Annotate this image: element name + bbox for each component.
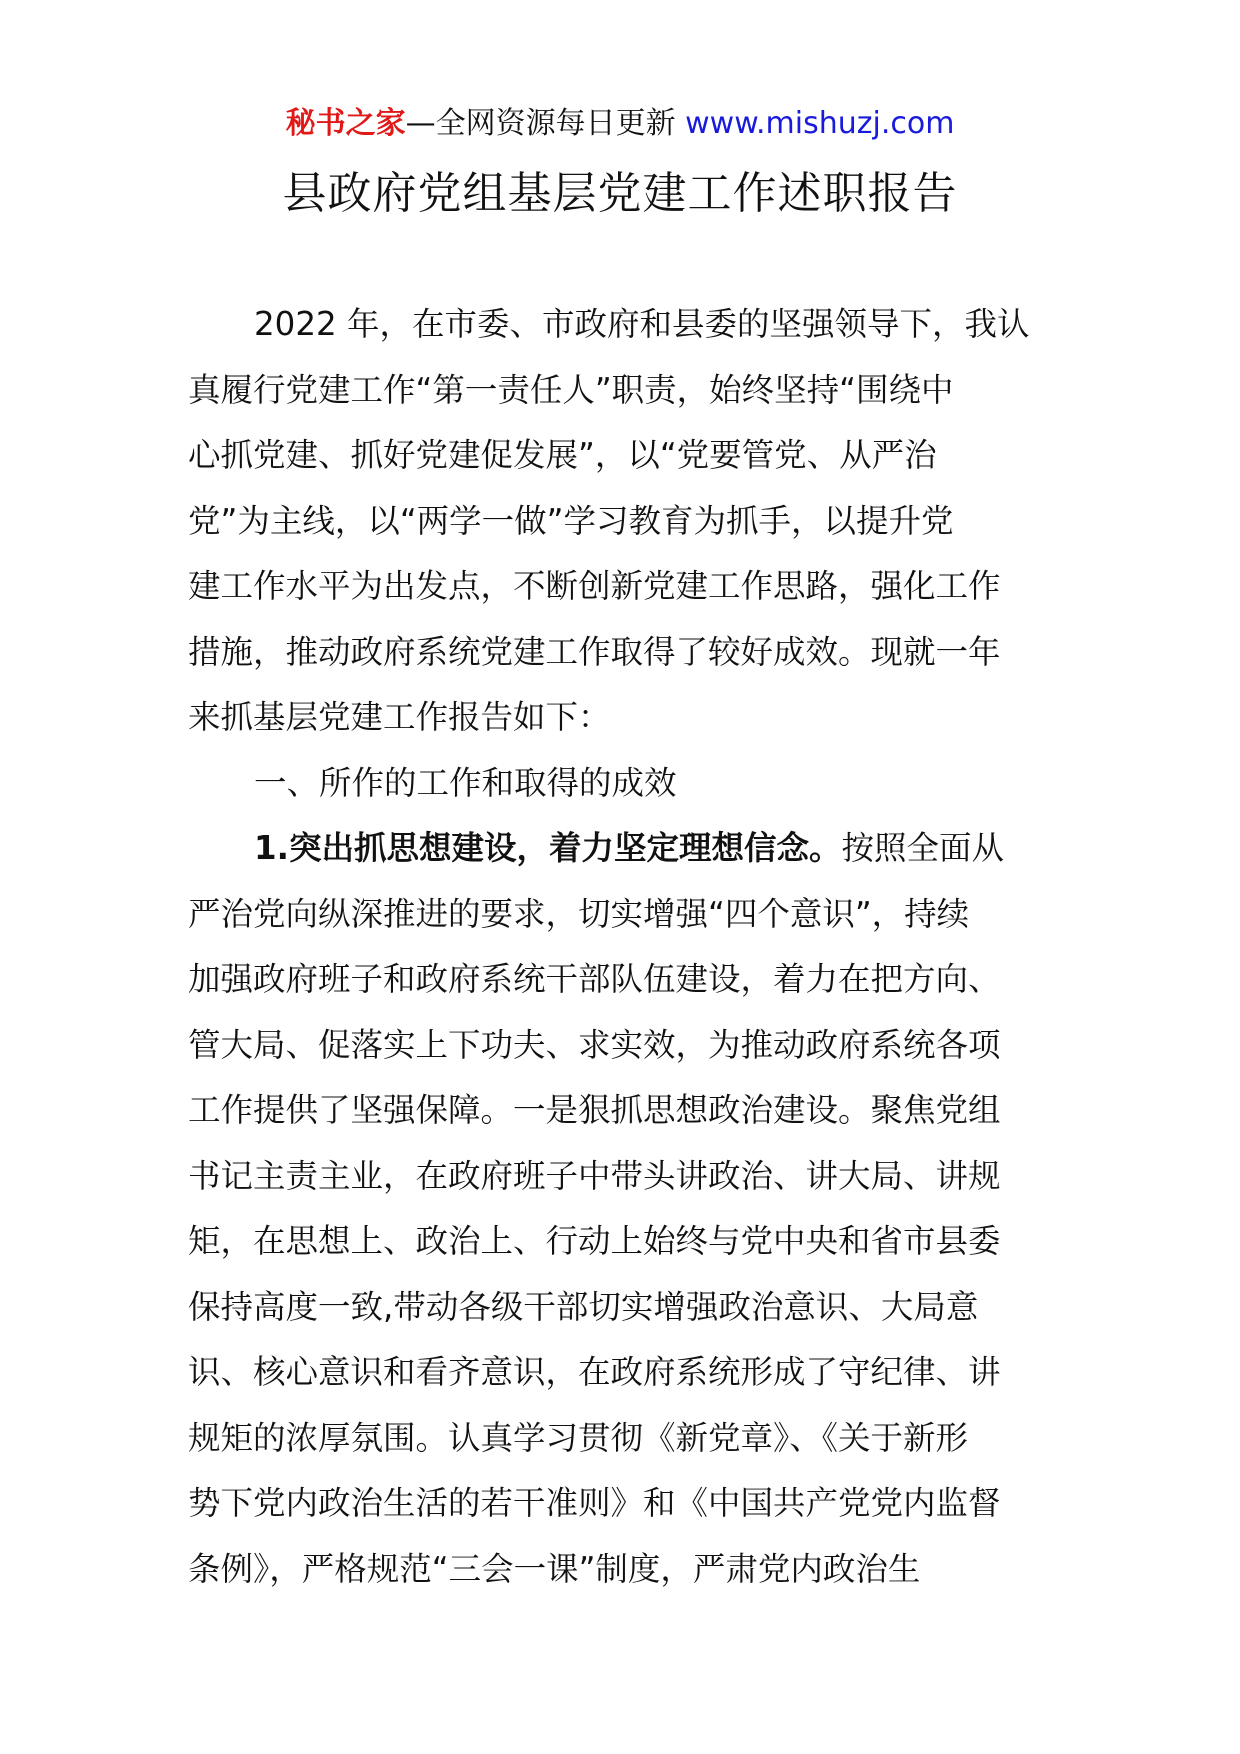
paragraph-line: 规矩的浓厚氛围。认真学习贯彻《新党章》、《关于新形 (188, 1418, 969, 1457)
section-heading: 一、所作的工作和取得的成效 (254, 763, 677, 802)
site-header (0, 100, 1240, 148)
document-body (188, 292, 1054, 1602)
paragraph-line: 党”为主线，以“两学一做”学习教育为抓手，以提升党 (188, 501, 954, 540)
paragraph-line: 识、核心意识和看齐意识，在政府系统形成了守纪律、讲 (188, 1353, 1001, 1391)
paragraph-line: 矩，在思想上、政治上、行动上始终与党中央和省市县委 (188, 1222, 1001, 1260)
bold-lead-sentence: 1.突出抓思想建设，着力坚定理想信念。 (254, 829, 842, 867)
paragraph-line: 来抓基层党建工作报告如下： (188, 698, 611, 736)
document-title: 县政府党组基层党建工作述职报告 (282, 168, 958, 219)
paragraph-line (188, 816, 1054, 882)
paragraph-line: 真履行党建工作“第一责任人”职责，始终坚持“围绕中 (188, 370, 954, 409)
paragraph-line: 加强政府班子和政府系统干部队伍建设，着力在把方向、 (188, 960, 1001, 998)
paragraph-text: 按照全面从 (841, 829, 1004, 867)
header-tagline: —全网资源每日更新 (405, 106, 686, 141)
paragraph-line: 2022 年，在市委、市政府和县委的坚强领导下，我认 (254, 305, 1030, 343)
paragraph-line: 条例》，严格规范“三会一课”制度，严肃党内政治生 (188, 1549, 921, 1588)
paragraph-line: 建工作水平为出发点，不断创新党建工作思路，强化工作 (188, 567, 1001, 605)
paragraph-line: 措施，推动政府系统党建工作取得了较好成效。现就一年 (188, 632, 1001, 671)
paragraph-line: 书记主责主业，在政府班子中带头讲政治、讲大局、讲规 (188, 1156, 1001, 1195)
paragraph-line: 工作提供了坚强保障。一是狠抓思想政治建设。聚焦党组 (188, 1091, 1001, 1129)
paragraph-line: 保持高度一致,带动各级干部切实增强政治意识、大局意 (188, 1287, 979, 1326)
brand-name: 秘书之家 (285, 106, 406, 141)
site-url-link[interactable]: www.mishuzj.com (685, 106, 955, 141)
paragraph-line: 势下党内政治生活的若干准则》和《中国共产党党内监督 (188, 1484, 1001, 1522)
paragraph-line: 心抓党建、抓好党建促发展”，以“党要管党、从严治 (188, 436, 937, 474)
paragraph-line: 严治党向纵深推进的要求，切实增强“四个意识”，持续 (188, 894, 970, 933)
paragraph-line: 管大局、促落实上下功夫、求实效，为推动政府系统各项 (188, 1025, 1001, 1064)
